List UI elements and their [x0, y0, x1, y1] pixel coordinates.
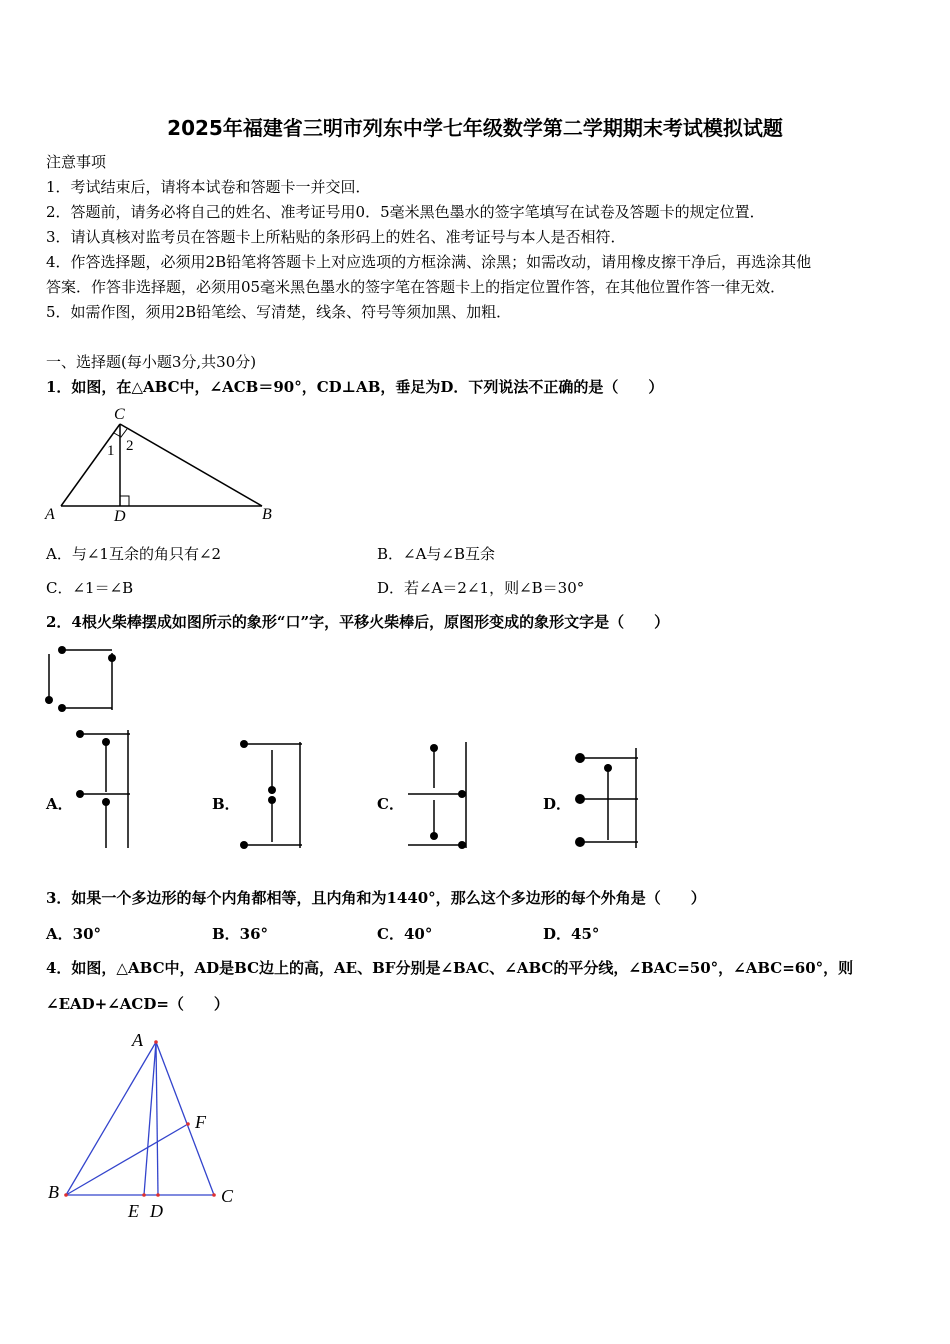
q3-option-b[interactable]: B．36°: [212, 925, 269, 943]
notice-item: 2．答题前，请务必将自己的姓名、准考证号用0．5毫米黑色墨水的签字笔填写在试卷及答题卡的规定位置．: [46, 203, 765, 221]
notice-item: 1．考试结束后，请将本试卷和答题卡一并交回．: [46, 178, 371, 196]
q1-side-cb: [120, 424, 262, 506]
q2-option-b-figure[interactable]: [238, 738, 304, 852]
question-4-stem: 4．如图，△ABC中，AD是BC边上的高，AE、BF分别是∠BAC、∠ABC的平分线，∠BAC=50°，∠ABC=60°，则: [46, 959, 854, 977]
q4-triangle-figure: [40, 1024, 250, 1224]
q1-right-angle-d: [120, 496, 129, 506]
notice-item: 答案．作答非选择题，必须用05毫米黑色墨水的签字笔在答题卡上的指定位置作答，在其他位置作答一律无效．: [46, 278, 786, 296]
q1-option-d[interactable]: D．若∠A＝2∠1，则∠B＝30°: [377, 579, 585, 597]
section-heading: 一、选择题(每小题3分,共30分): [46, 353, 257, 371]
q2-matchstick-figure: [44, 644, 118, 716]
q2-option-c[interactable]: C．: [377, 795, 404, 813]
q2-option-a[interactable]: A．: [46, 795, 73, 813]
q4-label-a: A: [132, 1030, 143, 1050]
q1-label-d: D: [114, 508, 126, 525]
q2-option-d[interactable]: D．: [543, 795, 572, 813]
q1-label-b: B: [262, 506, 272, 523]
notice-heading: 注意事项: [46, 153, 107, 171]
q2-option-c-figure[interactable]: [402, 738, 472, 852]
q4-label-d: D: [150, 1201, 163, 1221]
question-1-stem: 1．如图，在△ABC中，∠ACB＝90°，CD⊥AB，垂足为D．下列说法不正确的是（ ）: [46, 378, 664, 396]
q4-label-c: C: [221, 1186, 234, 1206]
q4-altitude-ad: [156, 1042, 158, 1195]
q1-option-c[interactable]: C．∠1＝∠B: [46, 579, 134, 597]
question-3-stem: 3．如果一个多边形的每个内角都相等，且内角和为1440°，那么这个多边形的每个外角是（ ）: [46, 889, 706, 907]
question-4-stem-cont: ∠EAD+∠ACD=（ ）: [46, 995, 229, 1013]
q3-option-c[interactable]: C．40°: [377, 925, 433, 943]
notice-item: 3．请认真核对监考员在答题卡上所粘贴的条形码上的姓名、准考证号与本人是否相符．: [46, 228, 626, 246]
q1-label-a: A: [45, 506, 55, 523]
q1-side-ac: [61, 424, 120, 506]
q2-option-d-figure[interactable]: [568, 744, 642, 852]
q1-label-c: C: [114, 406, 125, 423]
q1-triangle-figure: [40, 400, 280, 526]
notice-item: 4．作答选择题，必须用2B铅笔将答题卡上对应选项的方框涂满、涂黑；如需改动，请用橡皮擦干净后，再选涂其他: [46, 253, 812, 271]
q3-option-a[interactable]: A．30°: [46, 925, 102, 943]
q4-side-ab: [66, 1042, 156, 1195]
q1-label-angle2: 2: [126, 438, 134, 454]
q4-label-e: E: [128, 1201, 139, 1221]
q4-bisector-ae: [144, 1042, 156, 1195]
page-title: 2025年福建省三明市列东中学七年级数学第二学期期末考试模拟试题: [167, 116, 783, 140]
q2-option-b[interactable]: B．: [212, 795, 240, 813]
q1-option-b[interactable]: B．∠A与∠B互余: [377, 545, 496, 563]
q4-label-f: F: [195, 1112, 206, 1132]
question-2-stem: 2．4根火柴棒摆成如图所示的象形“口”字，平移火柴棒后，原图形变成的象形文字是（ ）: [46, 613, 670, 631]
q1-label-angle1: 1: [107, 443, 115, 459]
q2-option-a-figure[interactable]: [72, 726, 132, 850]
q3-option-d[interactable]: D．45°: [543, 925, 600, 943]
q4-label-b: B: [48, 1182, 59, 1202]
notice-item: 5．如需作图，须用2B铅笔绘、写清楚，线条、符号等须加黑、加粗．: [46, 303, 512, 321]
q4-bisector-bf: [66, 1124, 188, 1195]
q1-option-a[interactable]: A．与∠1互余的角只有∠2: [46, 545, 222, 563]
